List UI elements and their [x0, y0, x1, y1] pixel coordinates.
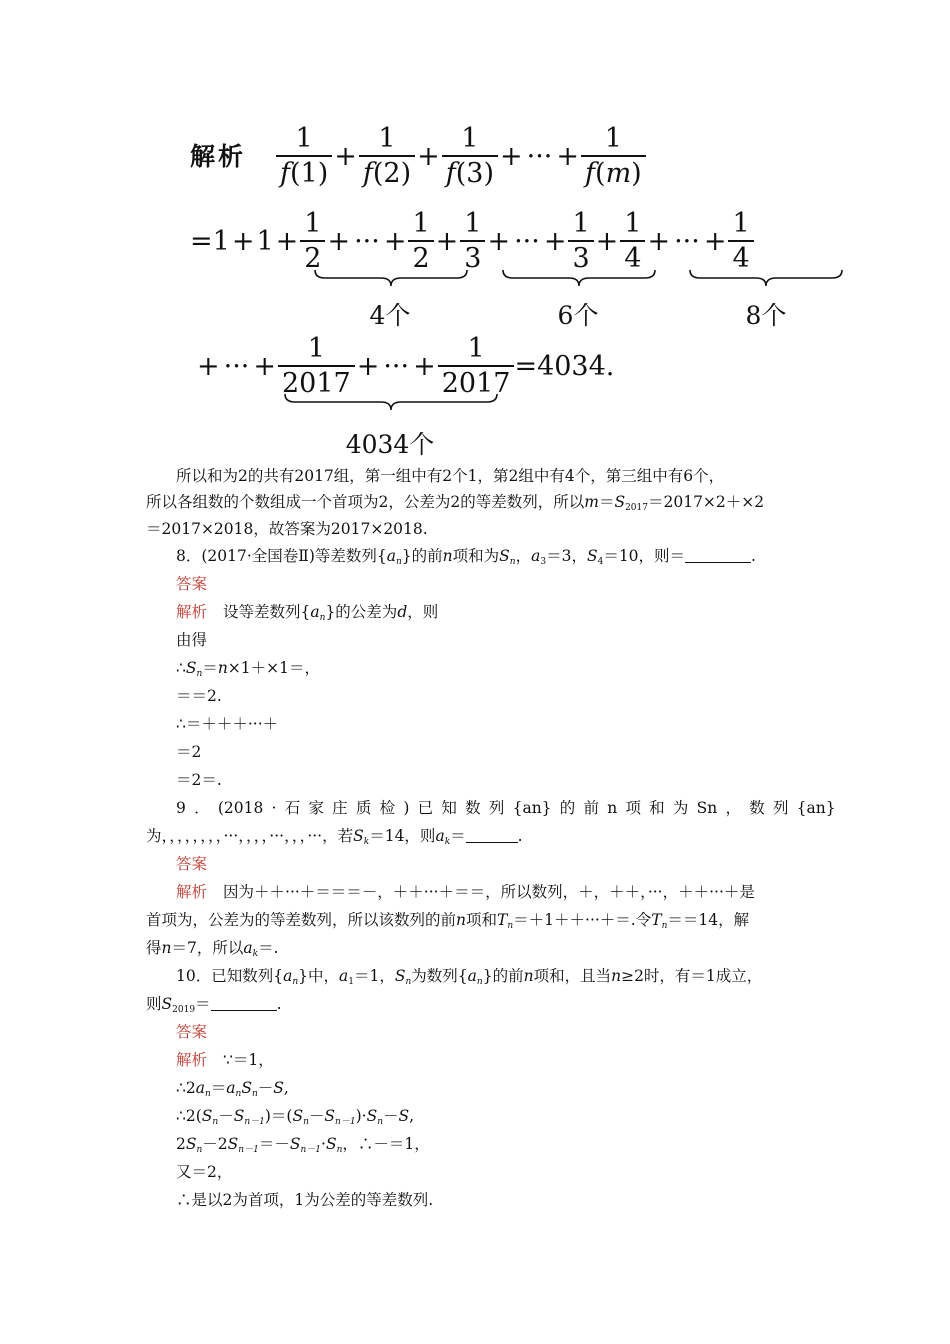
formula-line-3: + ··· + $\frac{1}{2017}$ + ··· + $\frac{1}{2017}$ = 4034. — [197, 333, 615, 399]
q9-token: 已 — [417, 799, 434, 817]
fraction-1-over-f1: $\frac{1}{f(1)}$ — [276, 125, 332, 187]
question-8: 8．(2017·全国卷Ⅱ)等差数列$\{a_n\}$的前n项和为$S_n$，$a_3=3$，$S_4=10$，则＝ . — [176, 547, 756, 567]
q9-token: 知 — [441, 799, 457, 817]
solution-label: 解析 — [190, 141, 247, 171]
group-count-6: 6个 — [557, 301, 599, 330]
q9-token: {an} — [796, 799, 836, 817]
q9-token: 数 — [465, 799, 481, 817]
q9-token: 石 — [284, 799, 301, 817]
solution-10-line-5: 又＝2， — [176, 1163, 233, 1181]
solution-8-line-2: 由得 — [176, 631, 208, 649]
question-9-line-2: 为，，，，，，，，···，，，，···，，，···，若$S_k=14$，则$a_k=$ . — [146, 827, 523, 847]
underbrace-8 — [688, 268, 844, 288]
q9-token: 9 — [176, 799, 186, 817]
fraction-third: $\frac{1}{3}$ — [460, 210, 485, 272]
solution-10-line-6: ∴是以2为首项，1为公差的等差数列. — [176, 1191, 434, 1209]
q9-token: 列 — [772, 799, 789, 817]
analysis-label: 解析 — [176, 883, 208, 901]
fraction-1-over-2017: $\frac{1}{2017}$ — [438, 335, 515, 397]
answer-blank[interactable] — [211, 994, 277, 1011]
q9-token: ． — [194, 799, 210, 817]
fraction-third: $\frac{1}{3}$ — [568, 210, 593, 272]
fraction-1-over-f3: $\frac{1}{f(3)}$ — [442, 125, 498, 187]
solution-8-line-1: 解析 设等差数列$\{a_n\}$的公差为d，则 — [176, 603, 439, 623]
fraction-quarter: $\frac{1}{4}$ — [728, 210, 753, 272]
fraction-quarter: $\frac{1}{4}$ — [620, 210, 645, 272]
solution-10-line-3: $\therefore 2(S_n-S_{n-1})=(S_n-S_{n-1})\cdot S_n-S$, — [176, 1107, 415, 1127]
solution-8-line-4: ＝＝2. — [176, 687, 222, 705]
text-line-p2: 所以各组数的个数组成一个首项为2，公差为2的等差数列，所以$m=S_{2017}=2017\times 2+\times 2$ — [146, 493, 765, 513]
q9-token: {an} — [512, 799, 552, 817]
formula-result: 4034. — [537, 350, 615, 382]
solution-8-line-7: ＝2＝. — [176, 771, 222, 789]
solution-10-line-2: $\therefore 2a_n=a_nS_n-S$, — [176, 1079, 289, 1099]
answer-blank[interactable] — [466, 826, 518, 843]
group-count-4034: 4034个 — [345, 430, 435, 459]
q9-token: ) — [403, 799, 410, 817]
question-10-line-1: 10．已知数列$\{a_n\}$中，$a_1=1$，$S_n$为数列$\{a_n\}$的前n项和，且当n≥2时，有＝1成立， — [176, 967, 763, 987]
q9-token: Sn — [696, 799, 718, 817]
q9-token: · — [271, 799, 277, 817]
q9-token: n — [607, 799, 618, 817]
q9-token: ， — [725, 799, 741, 817]
q9-token: 数 — [749, 799, 765, 817]
solution-9-line-3: 得n＝7，所以$a_k=$. — [146, 939, 279, 959]
group-count-4: 4个 — [369, 301, 411, 330]
solution-9-line-2: 首项为，公差为的等差数列，所以该数列的前n项和$T_n=+1++\cdot\cdot\cdot+=$.令$T_n==14$，解 — [146, 911, 750, 931]
text-line-p1: 所以和为2的共有2017组，第一组中有2个1，第2组中有4个，第三组中有6个， — [176, 467, 725, 485]
fraction-half: $\frac{1}{2}$ — [300, 210, 325, 272]
formula-line-2: = 1 + 1 + $\frac{1}{2}$ + ··· + $\frac{1}{2}$ + $\frac{1}{3}$ + ··· + $\frac{1}{3}$ + $\frac{1}{4}$ + ··· + $\frac{1}{4}$ — [190, 210, 754, 272]
q9-token: 检 — [379, 799, 396, 817]
q9-token: 家 — [308, 799, 324, 817]
q9-token: 列 — [488, 799, 505, 817]
group-count-8: 8个 — [745, 301, 787, 330]
solution-8-line-5: ∴＝＋＋＋···＋ — [176, 715, 279, 733]
q9-token: 的 — [559, 799, 576, 817]
fraction-1-over-f2: $\frac{1}{f(2)}$ — [359, 125, 415, 187]
solution-10-line-4: $2S_n-2S_{n-1}=-S_{n-1}\cdot S_n$，∴－＝1， — [176, 1135, 430, 1155]
analysis-label: 解析 — [176, 603, 208, 621]
answer-label-10: 答案 — [176, 1023, 208, 1041]
answer-label-8: 答案 — [176, 575, 208, 593]
question-9-line-1 — [176, 795, 836, 821]
solution-8-line-6: ＝2 — [176, 743, 202, 761]
formula-line-1: 解析 $\frac{1}{f(1)}$ + $\frac{1}{f(2)}$ + $\frac{1}{f(3)}$ + ··· + $\frac{1}{f(m)}$ — [190, 125, 646, 187]
q9-token: 项 — [625, 799, 641, 817]
q9-token: 质 — [355, 799, 372, 817]
solution-10-line-1: 解析 ∵＝1， — [176, 1051, 274, 1069]
q9-token: 庄 — [332, 799, 348, 817]
answer-blank[interactable] — [685, 546, 751, 563]
analysis-label: 解析 — [176, 1051, 208, 1069]
solution-8-line-3: $\therefore S_n=n\times 1+\times 1=$， — [176, 659, 320, 679]
q9-token: 和 — [649, 799, 665, 817]
text-line-p3: ＝2017×2018，故答案为2017×2018. — [146, 520, 428, 538]
fraction-half: $\frac{1}{2}$ — [408, 210, 433, 272]
q9-token: 为 — [672, 799, 689, 817]
underbrace-4 — [313, 268, 469, 288]
q9-token: (2018 — [217, 799, 264, 817]
fraction-1-over-fm: $\frac{1}{f(m)}$ — [581, 125, 646, 187]
fraction-1-over-2017: $\frac{1}{2017}$ — [278, 335, 355, 397]
answer-label-9: 答案 — [176, 855, 208, 873]
underbrace-4034 — [283, 392, 499, 412]
question-10-line-2: 则$S_{2019}=$ . — [146, 995, 282, 1015]
q9-token: 前 — [583, 799, 600, 817]
solution-9-line-1: 解析 因为＋＋···＋＝＝＝－，＋＋···＋＝＝，所以数列，＋，＋＋，···，＋＋···＋是 — [176, 883, 755, 901]
underbrace-6 — [501, 268, 657, 288]
